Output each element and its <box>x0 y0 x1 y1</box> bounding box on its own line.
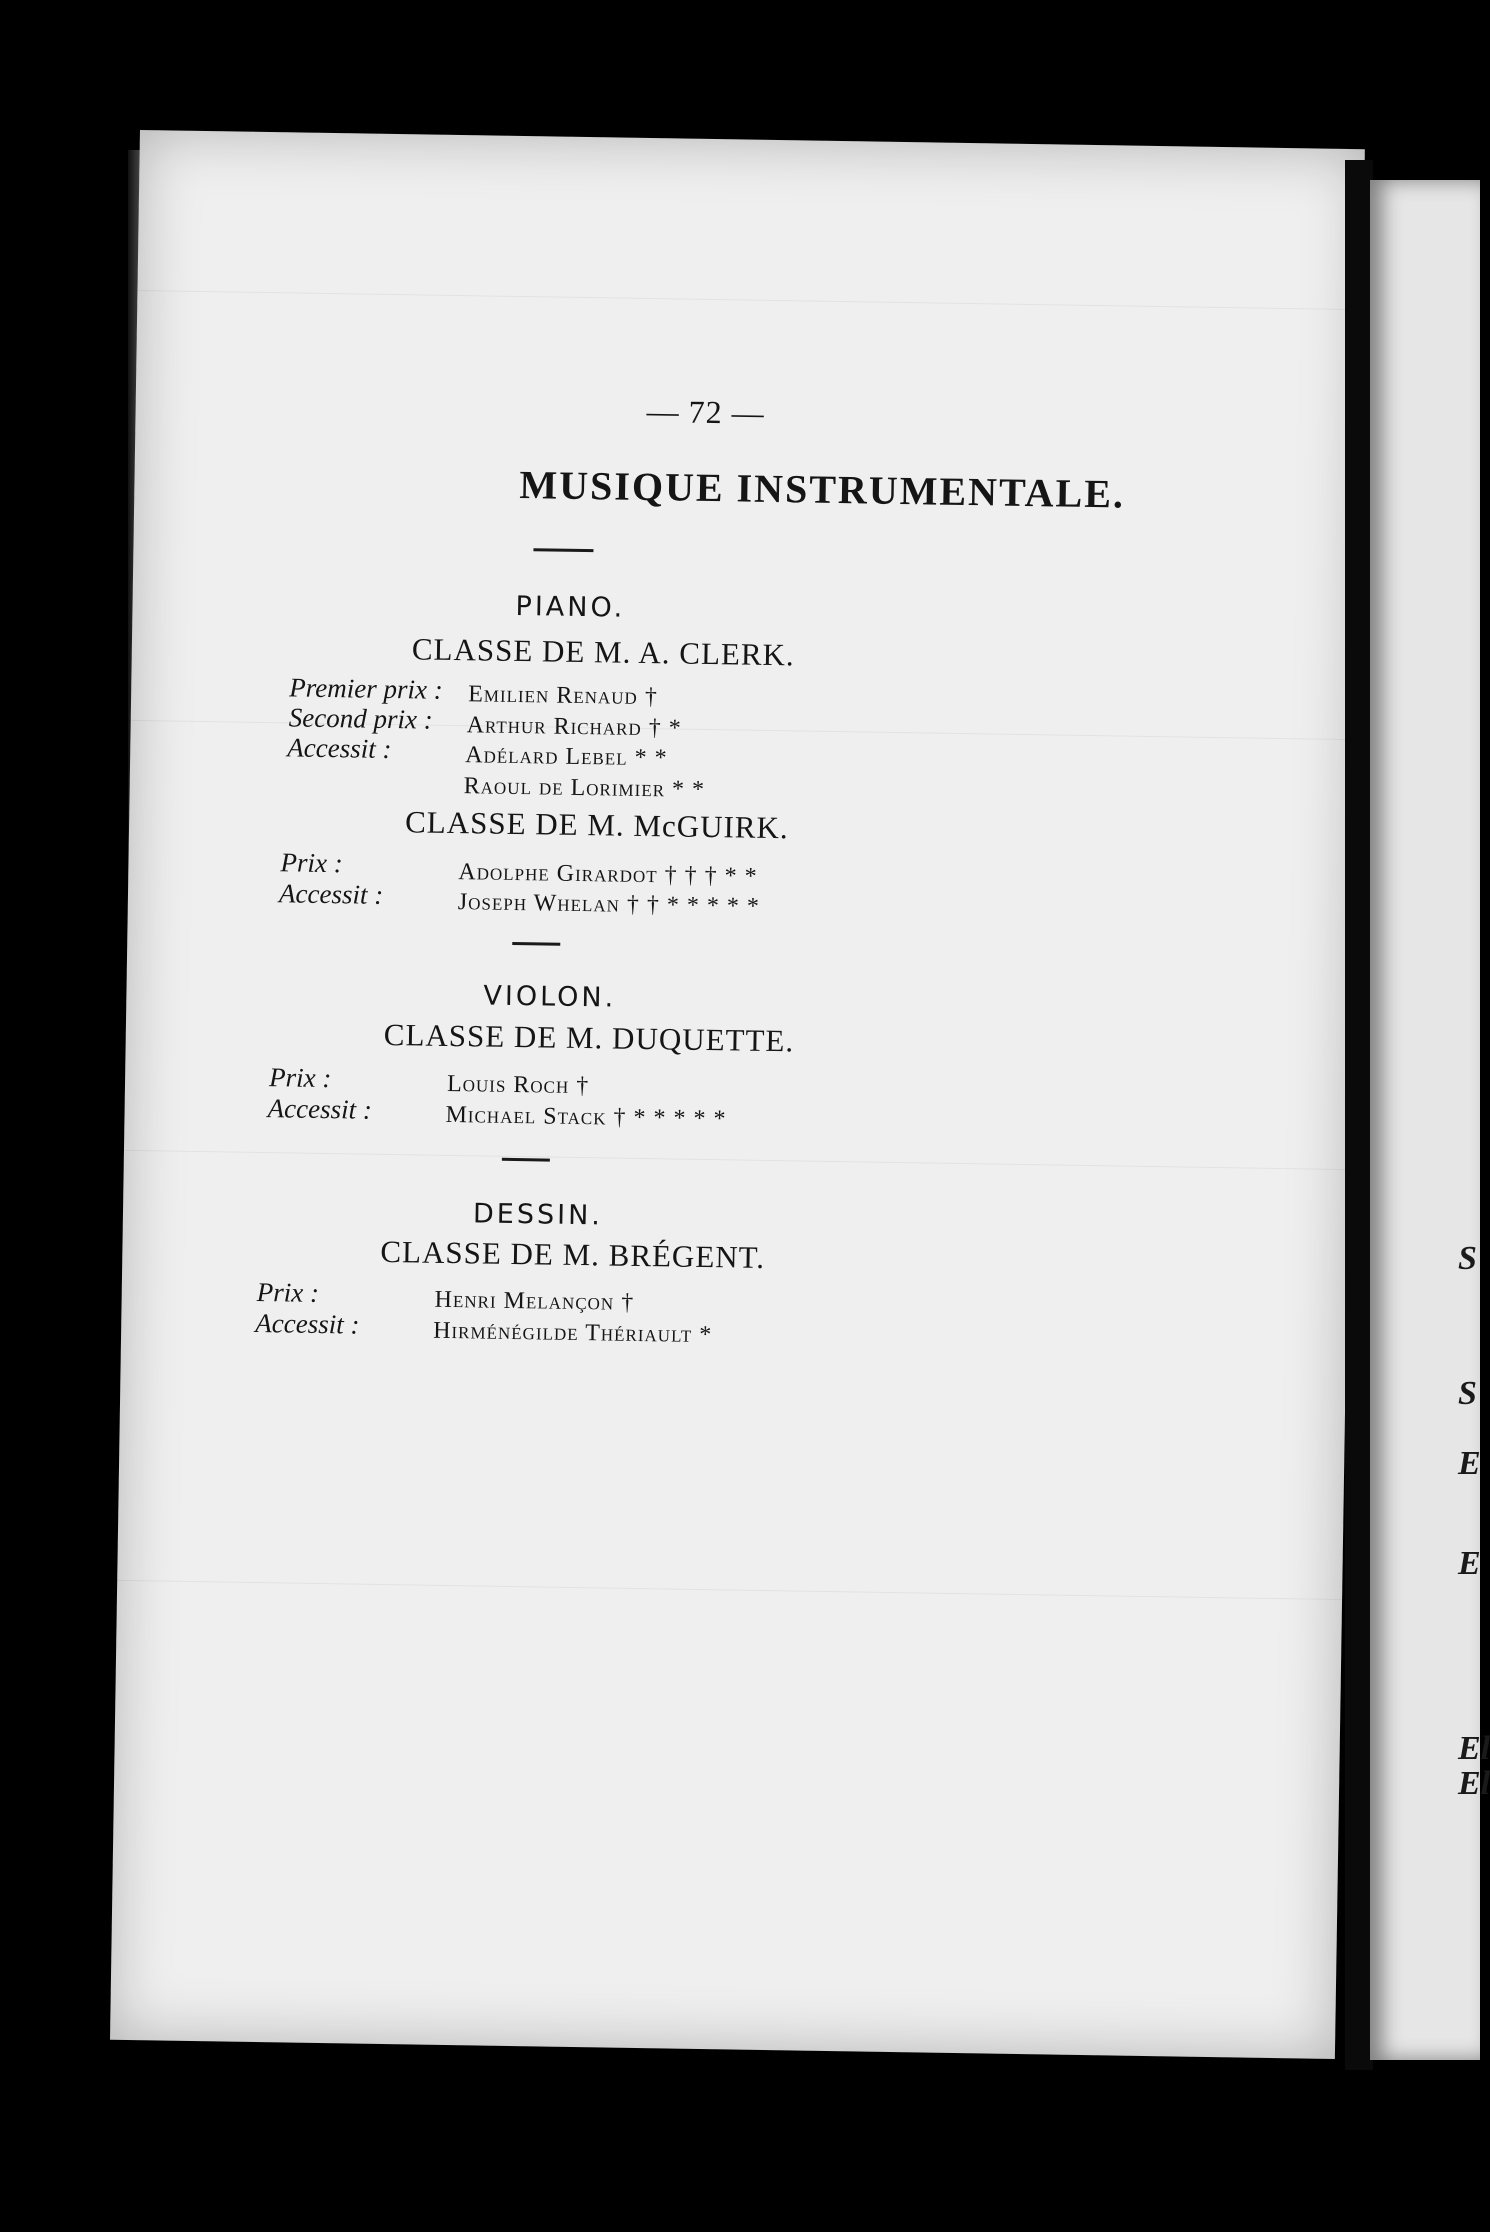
award-label: Accessit : <box>278 878 384 910</box>
class-heading: CLASSE DE M. McGUIRK. <box>404 804 789 846</box>
class-heading: CLASSE DE M. DUQUETTE. <box>383 1016 795 1059</box>
class-heading: CLASSE DE M. A. CLERK. <box>411 631 795 673</box>
award-name: Hirménégilde Thériault * <box>432 1317 713 1349</box>
award-name: Henri Melançon † <box>434 1286 635 1316</box>
award-label: Prix : <box>268 1062 332 1094</box>
facing-page-fragment: E <box>1458 1445 1481 1482</box>
award-name: Michael Stack † * * * * * <box>445 1101 727 1133</box>
separator-rule <box>512 942 560 946</box>
award-label: Prix : <box>256 1276 320 1308</box>
award-label: Second prix : <box>288 702 433 735</box>
award-label: Prix : <box>280 847 343 879</box>
award-label: Accessit : <box>267 1093 373 1125</box>
award-label: Premier prix : <box>289 672 443 705</box>
award-name: Joseph Whelan † † * * * * * <box>457 889 761 920</box>
paper-rule <box>137 290 1362 310</box>
class-heading: CLASSE DE M. BRÉGENT. <box>380 1233 766 1275</box>
document-page: — 72 — MUSIQUE INSTRUMENTALE. PIANO. CLASSE DE M. A. CLERK. Premier prix : Emilien Renaud † Second prix : Arthur Richard † * Accessit : Adélard Lebel * * Raoul de Lorimier * * CLASSE DE M. McGUIRK. Prix : Adolphe Girardot † † † * * Accessit : Joseph Whelan † † * * * * * VIOLON. CLASSE DE M. DUQUETTE. Prix : Louis Roch † Accessit : Michael Stack † * * * * * DESSIN. CLASSE DE M. BRÉGENT. Prix : Henri Melançon † Accessit : Hirménégilde Thériault * <box>110 130 1365 2059</box>
page-title: MUSIQUE INSTRUMENTALE. <box>519 462 1126 517</box>
award-name: Adélard Lebel * * <box>465 742 668 772</box>
separator-rule <box>533 548 593 552</box>
award-label: Accessit : <box>255 1307 360 1340</box>
paper-rule <box>124 1150 1349 1170</box>
section-heading-violon: VIOLON. <box>483 980 617 1014</box>
award-label: Accessit : <box>287 732 392 765</box>
facing-page-fragment: S <box>1458 1240 1477 1277</box>
separator-rule <box>502 1158 550 1162</box>
section-heading-piano: PIANO. <box>515 590 626 624</box>
facing-page-fragment: S <box>1458 1375 1477 1412</box>
section-heading-dessin: DESSIN. <box>472 1198 604 1232</box>
paper-rule <box>117 1580 1342 1600</box>
facing-page-fragment: El <box>1458 1765 1490 1802</box>
award-name: Adolphe Girardot † † † * * <box>458 859 758 890</box>
book-gutter <box>1345 160 1373 2070</box>
facing-page-fragment: El <box>1458 1730 1490 1767</box>
award-name: Louis Roch † <box>446 1070 590 1100</box>
award-name: Arthur Richard † * <box>466 712 682 742</box>
facing-page-fragment: E <box>1458 1545 1481 1582</box>
award-name: Emilien Renaud † <box>467 681 659 711</box>
award-name: Raoul de Lorimier * * <box>463 773 706 803</box>
